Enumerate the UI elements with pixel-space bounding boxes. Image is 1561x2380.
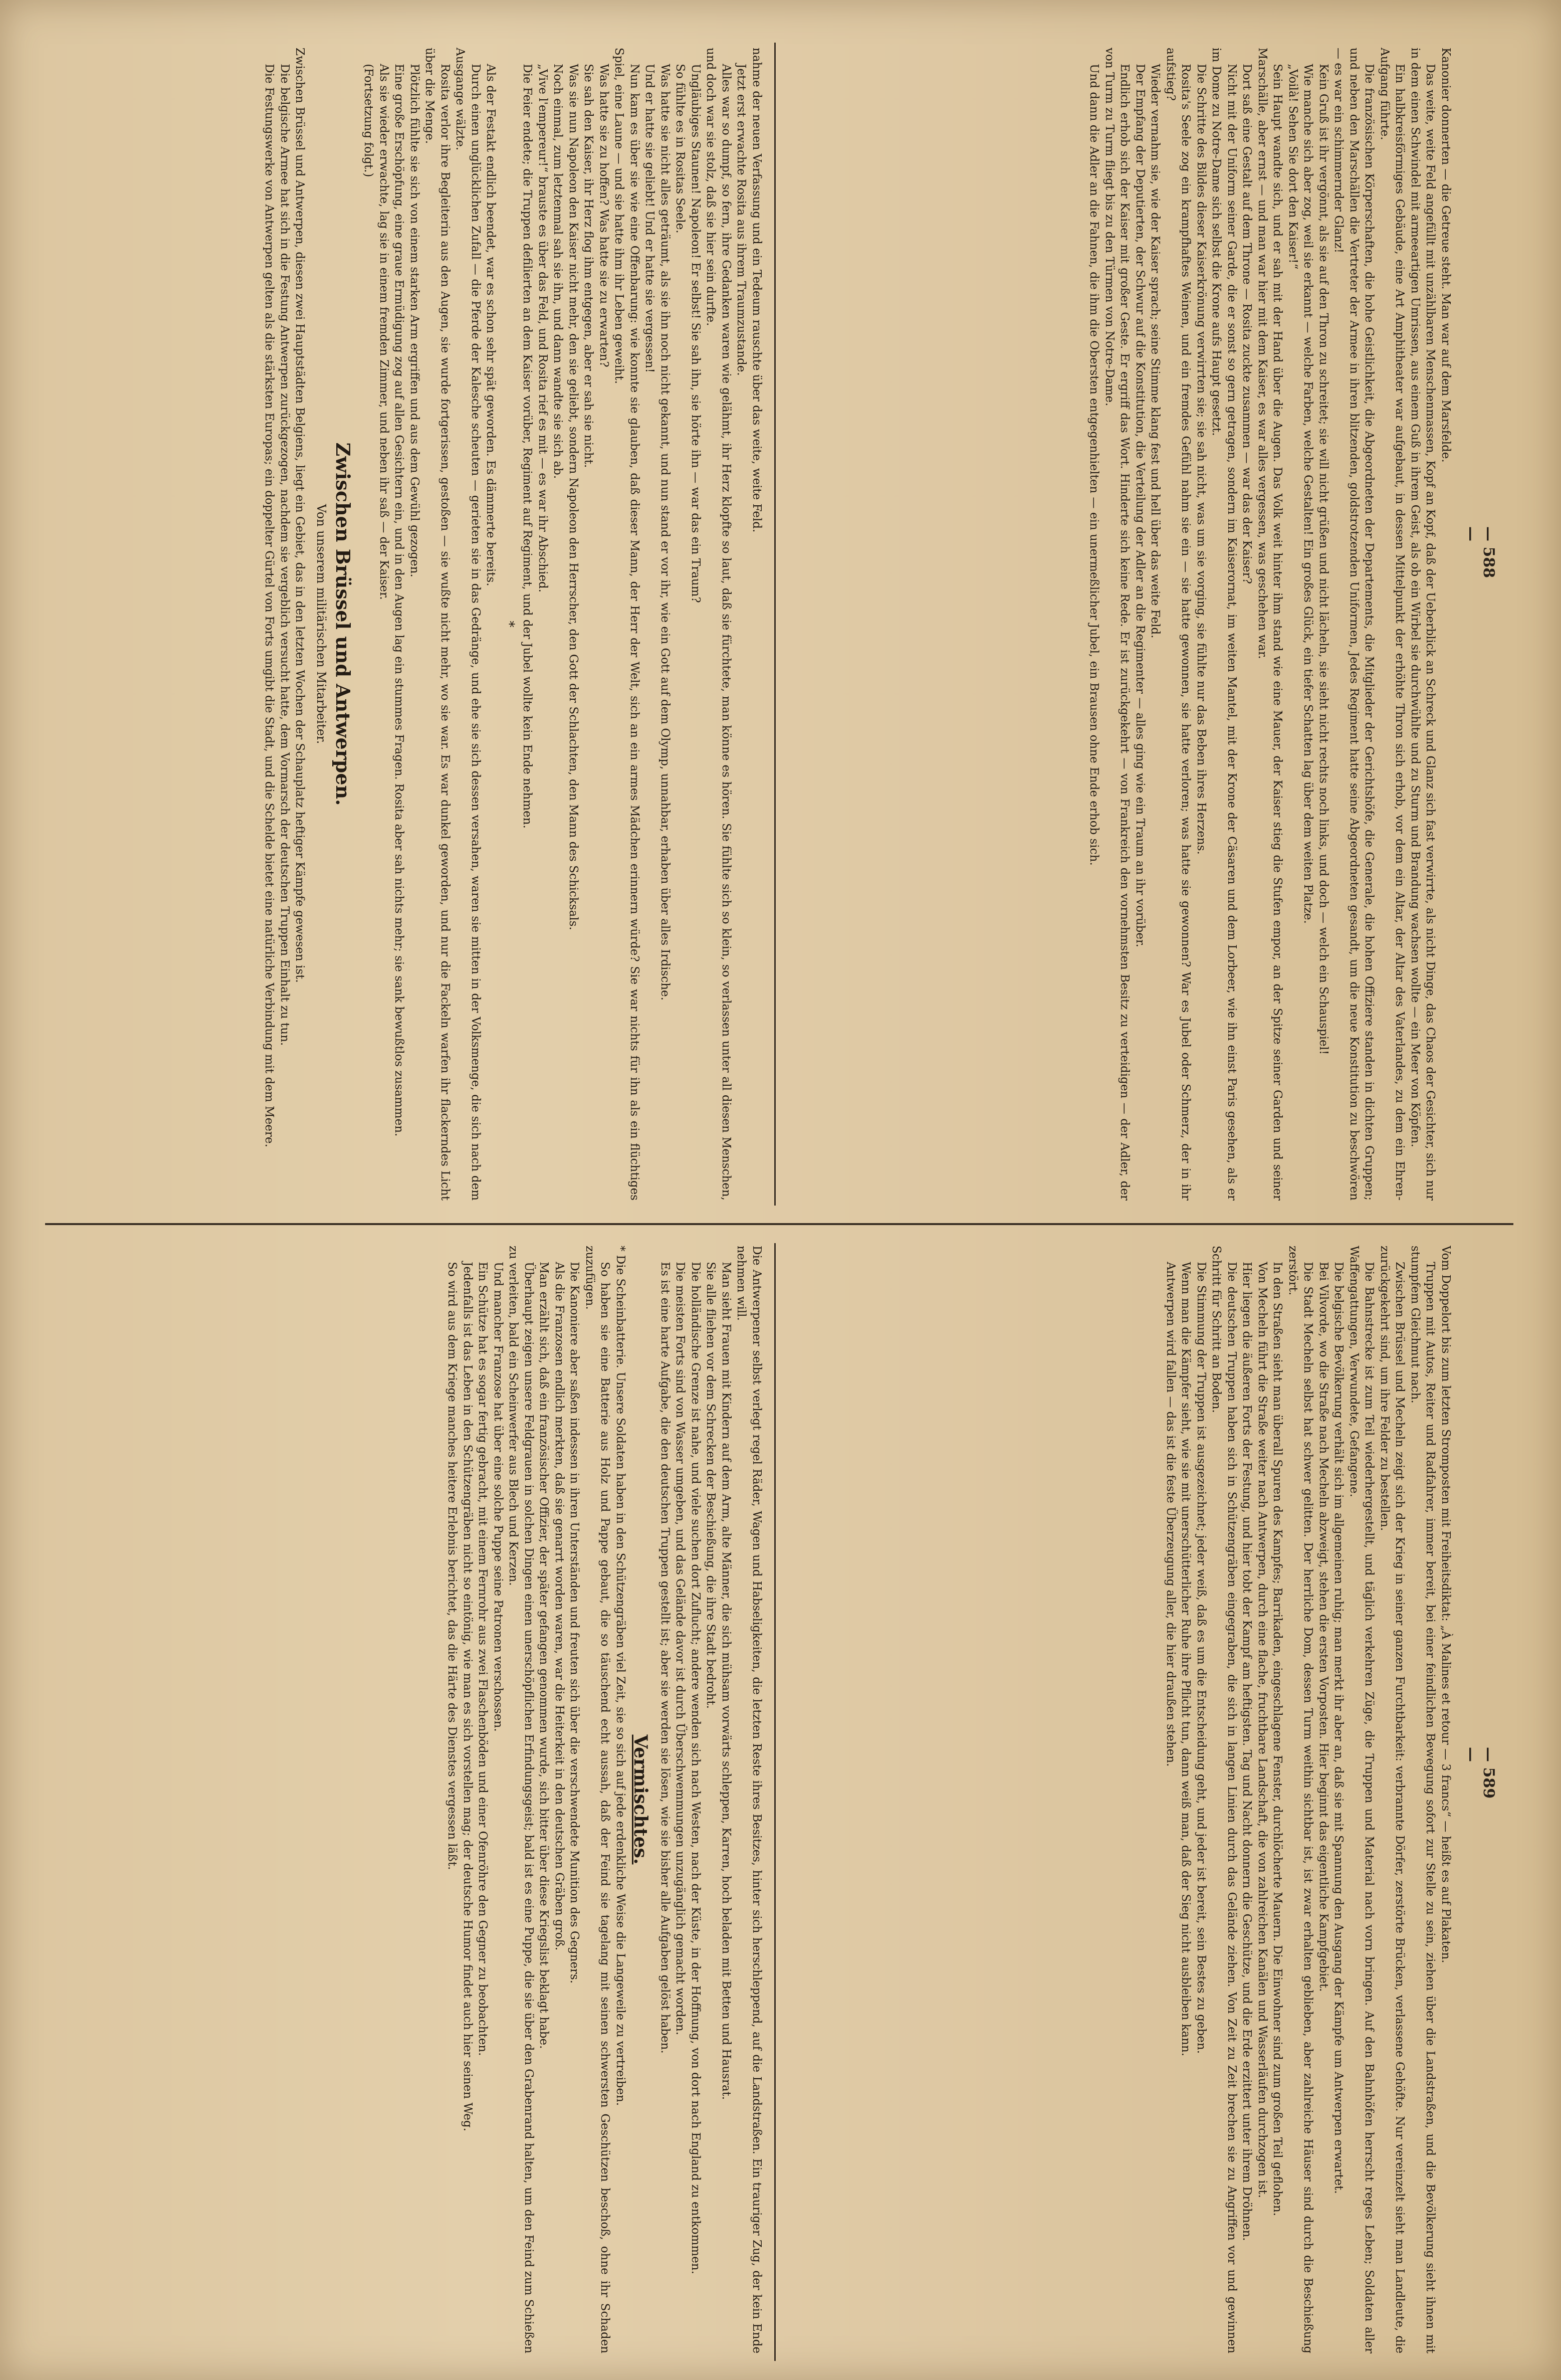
paragraph: Vom Doppelort bis zum letzten Stromposten mit Freiheitsdiktat: „À Malines et retour — 3 francs“ — heißt es auf Plakaten. xyxy=(1439,1246,1452,1963)
paragraph: Antwerpen wird fallen — das ist die feste Überzeugung aller, die hier draußen stehen. xyxy=(1164,1262,1177,1767)
article-heading: Zwischen Brüssel und Antwerpen. xyxy=(332,442,354,806)
paragraph: Als die Franzosen endlich merkten, daß sie genarrt worden waren, war die Heiterkeit in den deutschen Gräben groß. xyxy=(553,1262,566,1951)
paragraph: Die meisten Forts sind von Wasser umgeben, und das Gelände davor ist durch Überschwemmungen unzugänglich gemacht worden. xyxy=(674,1262,687,2036)
paragraph: Die Feier endete; die Truppen defilierten an dem Kaiser vorüber, Regiment auf Regiment, und der Jubel wollte kein Ende nehmen. xyxy=(521,64,534,829)
paragraph: Dort saß eine Gestalt auf dem Throne — Rosita zuckte zusammen — war das der Kaiser? xyxy=(1240,64,1254,584)
paragraph: Noch einmal, zum letztenmal sah sie ihn, und dann wandte sie sich ab. xyxy=(551,64,565,479)
paragraph: Die belgische Armee hat sich in die Festung Antwerpen zurückgezogen, nachdem sie vergeblich versucht hatte, dem Vormarsch der deutschen Truppen Einhalt zu tun. xyxy=(278,64,291,1046)
paragraph: So wird aus dem Kriege manches heitere Erlebnis berichtet, das die Härte des Dienstes vergessen läßt. xyxy=(445,1262,459,1870)
paragraph: Der Empfang der Deputierten, der Schwur auf die Konstitution, die Verteilung der Adler an die Regimenter — alles ging wie ein Traum an ihr vorüber. xyxy=(1134,64,1147,947)
paragraph: Die holländische Grenze ist nahe, und viele suchen dort Zuflucht; andere wenden sich nach Westen, nach der Küste, in der Hoffnung, von dort nach England zu entkommen. xyxy=(689,1262,702,2274)
right-page-column-4 xyxy=(53,1246,764,2353)
paragraph: So fühlte es in Rositas Seele. xyxy=(674,64,687,234)
paragraph: Man erzählt sich, daß ein französischer Offizier, der später gefangen genommen wurde, sich bitter über diese Kriegslist beklagt habe. xyxy=(537,1262,551,2049)
paragraph: Als sie wieder erwachte, lag sie in einem fremden Zimmer, und neben ihr saß — der Kaiser. xyxy=(377,64,390,600)
paragraph: Durch einen unglücklichen Zufall — die Pferde der Kalesche scheuten — gerieten sie in das Gedränge, und ehe sie sich dessen versahen, waren sie mitten in der Volksmenge, die sich nach dem Ausgange wälzte. xyxy=(454,48,482,1201)
paragraph: Ein halbkreisförmiges Gebäude, eine Art Amphitheater war aufgebaut, in dessen Mittelpunkt der erhöhte Thron sich erhob, vor dem ein Altar, der Altar des Vaterlandes, zu dem ein Ehren-Aufgang führte. xyxy=(1378,48,1407,1201)
paragraph: Überhaupt zeigen unsere Feldgrauen in solchen Dingen einen unerschöpflichen Erfindungsgeist; bald ist es eine Puppe, die sie über den Grabenrand halten, um den Feind zum Schießen zu verleiten, bald ein Scheinwerfer aus Blech und Kerzen. xyxy=(507,1246,535,2353)
paragraph: Was hatte sie nicht alles geträumt, als sie ihn noch nicht gekannt, und nun stand er vor ihr, wie ein Gott auf dem Olymp, unnahbar, erhaben über alles Irdische. xyxy=(658,64,672,1001)
page-gutter-rule xyxy=(45,1223,1513,1225)
paragraph: Man sieht Frauen mit Kindern auf dem Arm, alte Männer, die sich mühsam vorwärts schleppen, Karren, hoch beladen mit Betten und Hausrat. xyxy=(720,1262,733,2100)
paragraph: nahme der neuen Verfassung und ein Tedeum rauschte über das weite, weite Feld. xyxy=(750,48,763,533)
paragraph: Kein Gruß ist ihr vergönnt, als sie auf den Thron zu schreitet; sie will nicht grüßen und nicht lächeln, sie sieht nicht rechts noch links, und doch — welch ein Schauspiel! xyxy=(1317,64,1330,1055)
paragraph: Wie manche sich aber zog, weil sie erkannt — welche Farben, welche Gestalten! Ein großes Glück, ein tiefer Schatten lag über dem weiten Platze. xyxy=(1301,64,1315,924)
paragraph: Die Stimmung der Truppen ist ausgezeichnet; jeder weiß, daß es um die Entscheidung geht, und jeder ist bereit, sein Bestes zu geben. xyxy=(1195,1262,1208,2054)
paragraph: Zwischen Brüssel und Antwerpen, diesen zwei Hauptstädten Belgiens, liegt ein Gebiet, das in den letzten Wochen der Schauplatz heftiger Kämpfe gewesen ist. xyxy=(293,48,307,983)
paragraph: Von Mecheln führt die Straße weiter nach Antwerpen, durch eine flache, fruchtbare Landschaft, die von zahlreichen Kanälen und Wasserläufen durchzogen ist. xyxy=(1256,1262,1269,2198)
section-heading-vermischtes: Vermischtes. xyxy=(630,1734,651,1865)
paragraph: Die Schritte des Bildes dieser Kaiserkrönung verwirrten sie; sie sah nicht, was um sie vorging, sie fühlte nur das Beben ihres Herzens. xyxy=(1195,64,1208,855)
page-number-left: — 588 — xyxy=(1462,526,1497,578)
paragraph: „Vive l'empereur!“ brauste es über das Feld, und Rosita rief es mit — es war ihr Abschied. xyxy=(536,64,549,592)
paragraph: Die Festungswerke von Antwerpen gelten als die stärksten Europas; ein doppelter Gürtel von Forts umgibt die Stadt, und die Schelde bietet eine natürliche Verbindung mit dem Meere. xyxy=(263,64,276,1147)
paragraph: Die Stadt Mecheln selbst hat schwer gelitten. Der herrliche Dom, dessen Turm weithin sichtbar ist, ist zwar erhalten geblieben, aber zahlreiche Häuser sind durch die Beschießung zerstört. xyxy=(1286,1246,1315,2353)
paragraph: Und dann die Adler an die Fahnen, die ihm die Obersten entgegenhielten — ein unermeßlicher Jubel, ein Brausen ohne Ende erhob sich. xyxy=(1087,64,1101,866)
paragraph: Nun kam es über sie wie eine Offenbarung: wie konnte sie glauben, daß dieser Mann, der Herr der Welt, sich an ein armes Mädchen erinnern würde? Sie war nichts für ihn als ein flüchtiges Spiel, eine Laune — und sie hatte ihm ihr Leben geweiht. xyxy=(612,48,641,1201)
column-rule-right-page xyxy=(774,1243,776,2361)
left-page-column-2 xyxy=(53,48,764,1201)
paragraph: Alles war so dumpf, so fern, ihre Gedanken waren wie gelähmt, ihr Herz klopfte so laut, daß sie fürchtete, man könne es hören. Sie fühlte sich so klein, so verlassen unter all diesen Menschen, und doch war sie stolz, daß sie hier sein durfte. xyxy=(704,48,733,1201)
paragraph: Jedenfalls ist das Leben in den Schützengräben nicht so eintönig, wie man es sich vorstellen mag; der deutsche Humor findet auch hier seinen Weg. xyxy=(461,1262,474,2131)
paragraph: Das weite, weite Feld angefüllt mit unzählbaren Menschenmassen, Kopf an Kopf, daß der Ueberblick an Schreck und Glanz sich fast verwirrte, als nicht Dinge, das Chaos der Gesichter, sich nur in dem einen Schwindel mit armeeartigen Umrissen, aus einem Guß in ihrem Geist, als ob ein Wirbel sie durchwühlte und zu Sturm und Brandung wachsen wollte — ein Meer von Köpfen. xyxy=(1409,48,1437,1201)
article-subheading: Von unserem militärischen Mitarbeiter. xyxy=(314,504,328,744)
paragraph: Wenn man die Kämpfer sieht, wie sie mit unerschütterlicher Ruhe ihre Pflicht tun, dann weiß man, daß der Sieg nicht ausbleiben kann. xyxy=(1179,1262,1193,2057)
paragraph: Endlich erhob sich der Kaiser mit großer Geste. Er ergriff das Wort. Hinderte sich keine Rede. Er ist zurückgekehrt — von Frankreich den vornehmsten Besitz zu verteidigen — der Adler, der von Turm zu Turm fliegt bis zu den Türmen von Notre-Dame. xyxy=(1103,48,1132,1201)
paragraph: (Fortsetzung folgt.) xyxy=(362,64,375,177)
separator-star: * xyxy=(502,621,517,628)
paragraph: Die Bahnstrecke ist zum Teil wiederhergestellt, und täglich verkehren Züge, die Truppen und Material nach vorn bringen. Auf den Bahnhöfen herrscht reges Leben; Soldaten aller Waffengattungen, Verwundete, Gefangene. xyxy=(1348,1246,1376,2353)
paragraph: Plötzlich fühlte sie sich von einem starken Arm ergriffen und aus dem Gewühl gezogen. xyxy=(408,64,421,577)
paragraph: Sein Haupt wandte sich, und er sah mit der Hand über die Augen. Das Volk weit hinter ihm stand wie eine Mauer, der Kaiser stieg die Stufen empor, an der Spitze seiner Garden und seiner Marschälle, aber ernst — und man war hier mit dem Kaiser, es war alles vergessen, was geschehen war. xyxy=(1256,48,1284,1201)
paragraph: Sie sah den Kaiser, ihr Herz flog ihm entgegen, aber er sah sie nicht. xyxy=(582,64,595,468)
paragraph: Eine große Erschöpfung, eine graue Ermüdigung zog auf allen Gesichtern ein, und in den Augen lag ein stummes Fragen. Rosita aber sah nichts mehr; sie sank bewußtlos zusammen. xyxy=(392,64,406,1137)
column-rule-left-page xyxy=(774,43,776,1206)
column-1-text xyxy=(1086,48,1453,1201)
left-page-column-1 xyxy=(784,48,1453,1201)
paragraph: Bei Vilvorde, wo die Straße nach Mecheln abzweigt, stehen die ersten Vorposten. Hier beginnt das eigentliche Kampfgebiet. xyxy=(1317,1262,1330,1992)
column-4-text xyxy=(444,1246,764,2353)
paragraph: Sie alle fliehen vor dem Schrecken der Beschießung, die ihre Stadt bedroht. xyxy=(704,1262,718,1709)
right-page-column-3 xyxy=(784,1246,1453,2353)
paragraph: Die französischen Körperschaften, die hohe Geistlichkeit, die Abgeordneten der Departements, die Mitglieder der Gerichtshöfe, die Generale, die hohen Offiziere standen in dichten Gruppen; und neben den Marschällen die Vertreter der Armee in ihren blitzenden, goldstrotzenden Uniformen, Jedes Regiment hatte seine Abgeordneten gesandt, um die neue Konstitution zu beschwören — es war ein schimmernder Glanz! xyxy=(1332,48,1376,1201)
paragraph: Nicht mit der Uniform seiner Garde, die er sonst so gern getragen, sondern im Kaiserornat, im weiten Mantel, mit der Krone der Cäsaren und dem Lorbeer, wie ihn einst Paris gesehen, als er im Dome zu Notre-Dame sich selbst die Krone aufs Haupt gesetzt. xyxy=(1210,48,1238,1201)
paragraph: Die deutschen Truppen haben sich in Schützengräben eingegraben, die sich in langen Linien durch das Gelände ziehen. Von Zeit zu Zeit brechen sie zu Angriffen vor und gewinnen Schritt für Schritt an Boden. xyxy=(1210,1246,1238,2353)
paragraph: * Die Scheinbatterie. Unsere Soldaten haben in den Schützengräben viel Zeit, sie so sich auf jede erdenkliche Weise die Langeweile zu vertreiben. xyxy=(614,1246,627,2106)
column-3-text xyxy=(1163,1246,1454,2353)
paragraph: Ungläubiges Staunen! Napoleon! Er selbst! Sie sah ihn, sie hörte ihn — war das ein Traum? xyxy=(689,64,702,603)
paragraph: Wieder vernahm sie, wie der Kaiser sprach; seine Stimme klang fest und hell über das weite Feld. xyxy=(1149,64,1162,639)
paragraph: Jetzt erst erwachte Rosita aus ihrem Traumzustande. xyxy=(735,64,748,376)
paragraph: Rosita verlor ihre Begleiterin aus den Augen, sie wurde fortgerissen, gestoßen — sie wußte nicht mehr, wo sie war. Es war dunkel geworden, und nur die Fackeln warfen ihr flackerndes Licht über die Menge. xyxy=(423,48,452,1201)
paragraph: Truppen mit Autos, Reiter und Radfahrer, immer bereit, bei einer feindlichen Bewegung sofort zur Stelle zu sein, ziehen über die Landstraßen, und die Bevölkerung sieht ihnen mit stumpfem Gleichmut nach. xyxy=(1409,1246,1437,2353)
paragraph: Es ist eine harte Aufgabe, die den deutschen Truppen gestellt ist; aber sie werden sie lösen, wie sie bisher alle Aufgaben gelöst haben. xyxy=(658,1262,672,2054)
column-2-text xyxy=(262,48,764,1201)
paragraph: Zwischen Brüssel und Mecheln zeigt sich der Krieg in seiner ganzen Furchtbarkeit: verbrannte Dörfer, zerstörte Brücken, verlassene Gehöfte. Nur vereinzelt sieht man Landleute, die zurückgekehrt sind, um ihre Felder zu bestellen. xyxy=(1378,1246,1407,2353)
paragraph: Was sie nun Napoleon den Kaiser nicht mehr, den sie geliebt, sondern Napoleon den Herrscher, den Gott der Schlachten, den Mann des Schicksals. xyxy=(567,64,580,930)
paragraph: Und er hatte sie geliebt! Und er hatte sie vergessen! xyxy=(643,64,656,373)
paragraph: Rosita's Seele zog ein krampfhaftes Weinen, und ein fremdes Gefühl nahm sie ein — sie hatte gewonnen, sie hatte verloren; was hatte sie gewonnen? War es Jubel oder Schmerz, der in ihr aufstieg? xyxy=(1164,48,1193,1201)
paragraph: Was hatte sie zu hoffen? Was hatte sie zu erwarten? xyxy=(597,64,610,367)
paragraph: Die Antwerpener selbst verlegt regel Räder, Wagen und Habseligkeiten, die letzten Reste ihres Besitzes, hinter sich herschleppend, auf die Landstraßen. Ein trauriger Zug, der kein Ende nehmen will. xyxy=(735,1246,763,2353)
paragraph: In den Straßen sieht man überall Spuren des Kampfes; Barrikaden, eingeschlagene Fenster, durchlöcherte Mauern. Die Einwohner sind zum großen Teil geflohen. xyxy=(1271,1262,1284,2216)
page-number-right: — 589 — xyxy=(1462,1747,1497,1799)
paragraph: Die Kanoniere aber saßen indessen in ihren Unterständen und freuten sich über die verschwendete Munition des Gegners. xyxy=(568,1262,581,1984)
paragraph: Kanonier donnerten — die Getreue steht. Man war auf dem Marsfelde. xyxy=(1439,48,1452,463)
paragraph: Und mancher Franzose hat über eine solche Puppe seine Patronen verschossen. xyxy=(492,1262,505,1732)
paragraph: Als der Festakt endlich beendet, war es schon sehr spät geworden. Es dämmerte bereits. xyxy=(484,64,498,586)
paragraph: „Voilà! Sehen Sie dort den Kaiser!“ xyxy=(1286,64,1299,270)
paragraph: Ein Schütze hat es sogar fertig gebracht, mit einem Fernrohr aus zwei Flaschenböden und einer Ofenröhre den Gegner zu beobachten. xyxy=(476,1262,490,2056)
paragraph: Die belgische Bevölkerung verhält sich im allgemeinen ruhig; man merkt ihr aber an, daß sie mit Spannung den Ausgang der Kämpfe um Antwerpen erwartet. xyxy=(1332,1262,1346,2194)
paragraph: Hier liegen die äußeren Forts der Festung, und hier tobt der Kampf am heftigsten. Tag und Nacht donnern die Geschütze, und die Erde erzittert unter ihrem Dröhnen. xyxy=(1240,1262,1254,2241)
paragraph: So haben sie eine Batterie aus Holz und Pappe gebaut, die so täuschend echt aussah, daß der Feind sie tagelang mit seinen schwersten Geschützen beschoß, ohne ihr Schaden zuzufügen. xyxy=(583,1246,612,2353)
